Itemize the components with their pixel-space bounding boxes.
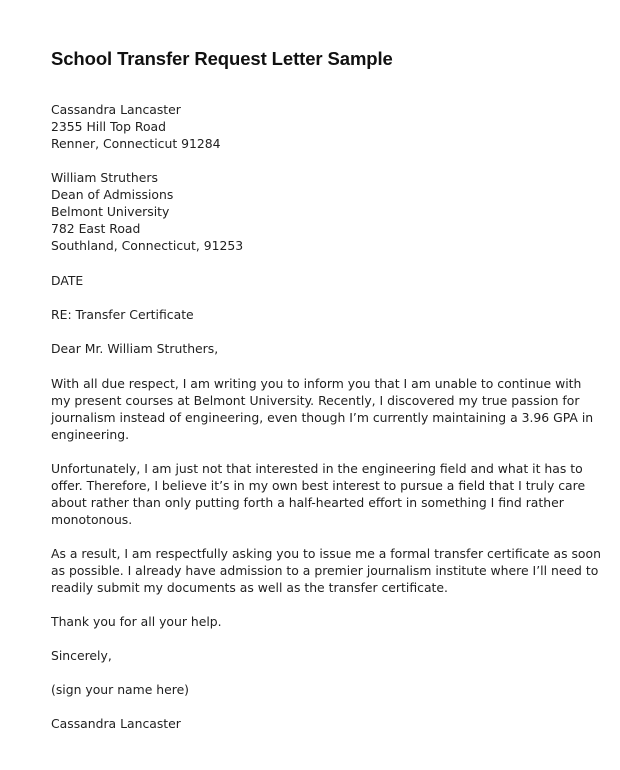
paragraph-line: as possible. I already have admission to a premier journalism institute where I’ll need to	[51, 563, 599, 578]
salutation	[51, 340, 218, 357]
paragraph-line: monotonous.	[51, 512, 133, 527]
paragraph-line: my present courses at Belmont University. Recently, I discovered my true passion for	[51, 393, 580, 408]
salutation-text: Dear Mr. William Struthers,	[51, 341, 219, 356]
signature-name-text: Cassandra Lancaster	[51, 716, 181, 731]
closing-text: Sincerely,	[51, 648, 112, 663]
sender-name: Cassandra Lancaster	[51, 102, 181, 117]
paragraph-line: With all due respect, I am writing you to inform you that I am unable to continue with	[51, 376, 582, 391]
letter-date	[51, 272, 83, 289]
body-paragraph-2	[51, 460, 586, 528]
page-title: School Transfer Request Letter Sample	[51, 48, 393, 69]
sender-street: 2355 Hill Top Road	[51, 119, 166, 134]
paragraph-line: readily submit my documents as well as the transfer certificate.	[51, 580, 448, 595]
paragraph-line: As a result, I am respectfully asking you to issue me a formal transfer certificate as soon	[51, 546, 601, 561]
date-text: DATE	[51, 273, 84, 288]
recipient-address	[51, 169, 243, 254]
body-paragraph-3	[51, 545, 601, 596]
paragraph-line: about rather than only putting forth a half-hearted effort in something I find rather	[51, 495, 564, 510]
recipient-street: 782 East Road	[51, 221, 141, 236]
thanks-line	[51, 613, 222, 630]
signature-placeholder	[51, 681, 189, 698]
closing-line	[51, 647, 112, 664]
paragraph-line: Unfortunately, I am just not that interested in the engineering field and what it has to	[51, 461, 583, 476]
sender-city: Renner, Connecticut 91284	[51, 136, 221, 151]
thanks-text: Thank you for all your help.	[51, 614, 222, 629]
signature-name	[51, 715, 181, 732]
paragraph-line: journalism instead of engineering, even though I’m currently maintaining a 3.96 GPA in	[51, 410, 594, 425]
paragraph-line: engineering.	[51, 427, 130, 442]
recipient-city: Southland, Connecticut, 91253	[51, 238, 244, 253]
body-paragraph-1	[51, 375, 594, 443]
recipient-name: William Struthers	[51, 170, 158, 185]
recipient-institution: Belmont University	[51, 204, 170, 219]
recipient-role: Dean of Admissions	[51, 187, 174, 202]
subject-line	[51, 306, 194, 323]
signature-placeholder-text: (sign your name here)	[51, 682, 190, 697]
subject-text: RE: Transfer Certificate	[51, 307, 194, 322]
sender-address	[51, 101, 221, 152]
paragraph-line: offer. Therefore, I believe it’s in my own best interest to pursue a field that I truly care	[51, 478, 586, 493]
